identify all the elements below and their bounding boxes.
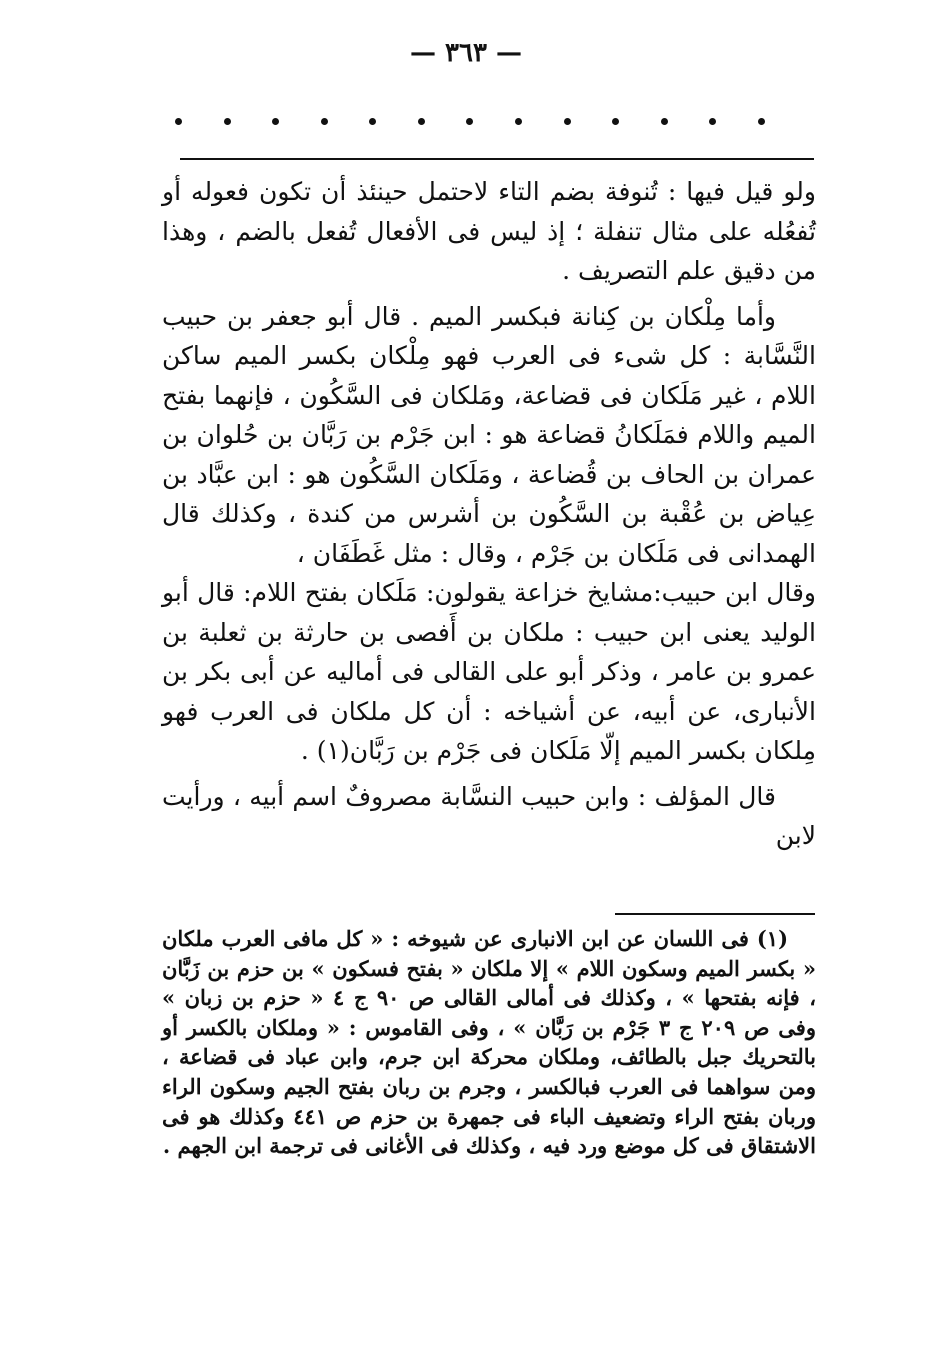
ornament-dot [369, 118, 376, 125]
body-paragraph: وقال ابن حبيب:مشايخ خزاعة يقولون: مَلَكان بفتح اللام: قال أبو الوليد يعنى ابن حبيب : ملكان بن أَفصى بن حارثة بن ثعلبة بن عمرو بن عامر ، وذكر أبو على القالى فى أماليه عن أبى بكر بن الأنبارى، عن أبيه، عن أشياخه : أن كل ملكان فى العرب فهو مِلكان بكسر الميم إلّا مَلَكان فى جَرْم بن رَبَّان(١) . [162, 578, 816, 765]
ornament-dot [224, 118, 231, 125]
body-paragraph: وأما مِلْكان بن كِنانة فبكسر الميم . قال أبو جعفر بن حبيب النَّسَّابة : كل شىء فى العرب فهو مِلْكان بكسر الميم ساكن اللام ، غير مَلَكان فى قضاعة، ومَلكان فى السَّكُون ، فإنهما بفتح الميم واللام فمَلَكانُ قضاعة هو : ابن جَرْم بن رَبَّان بن حُلوان بن عمران بن الحاف بن قُضاعة ، ومَلَكان السَّكُون هو : ابن عبَّاد بن عِياض بن عُقْبة بن السَّكُون بن أشرس من كندة ، وكذلك قال الهمدانى فى مَلَكان بن جَرْم ، وقال : مثل غَطَفَان ، [162, 301, 816, 568]
ornament-dot [466, 118, 473, 125]
header-divider [180, 158, 814, 160]
ornament-dot [612, 118, 619, 125]
ornament-dot [564, 118, 571, 125]
footnote-divider [615, 913, 815, 915]
ornament-dot [175, 118, 182, 125]
ornament-dot [758, 118, 765, 125]
ornament-dot [661, 118, 668, 125]
ornament-dot [321, 118, 328, 125]
ornament-dot [515, 118, 522, 125]
body-paragraph: ولو قيل فيها : تُنوفة بضم التاء لاحتمل حينئذ أن تكون فعوله أو تُفعُله على مثال تنفلة ؛ إذ ليس فى الأفعال تُفعل بالضم ، وهذا من دقيق علم التصريف . [162, 177, 816, 285]
body-paragraph: قال المؤلف : وابن حبيب النسَّابة مصروفٌ اسم أبيه ، ورأيت لابن [162, 781, 816, 850]
ornament-dot [418, 118, 425, 125]
ornament-dot [272, 118, 279, 125]
main-text [162, 172, 816, 856]
page-number: — ٣٦٣ — [409, 38, 523, 68]
footnote [162, 924, 816, 1161]
footnote-text: (١) فى اللسان عن ابن الانبارى عن شيوخه : « كل مافى العرب ملكان « بكسر الميم وسكون اللام » إلا ملكان « بفتح فسكون » بن حزم بن زَبَّان ، فإنه بفتحها » ، وكذلك فى أمالى القالى ص ٩٠ ج ٤ « حزم بن زبان » وفى ص ٢٠٩ ج ٣ جَرْم بن رَبَّان » ، وفى القاموس : « وملكان بالكسر أو بالتحريك جبل بالطائف، وملكان محركة ابن جرم، وابن عباد فى قضاعة ، ومن سواهما فى العرب فبالكسر ، وجرم بن ربان بفتح الجيم وسكون الراء وربان بفتح الراء وتضعيف الباء فى جمهرة بن حزم ص ٤٤١ وكذلك هو فى الاشتقاق فى كل موضع ورد فيه ، وكذلك فى الأغانى فى ترجمة ابن الجهم . [162, 926, 817, 1159]
ornament-dot [709, 118, 716, 125]
ornamental-dot-row [175, 118, 765, 125]
